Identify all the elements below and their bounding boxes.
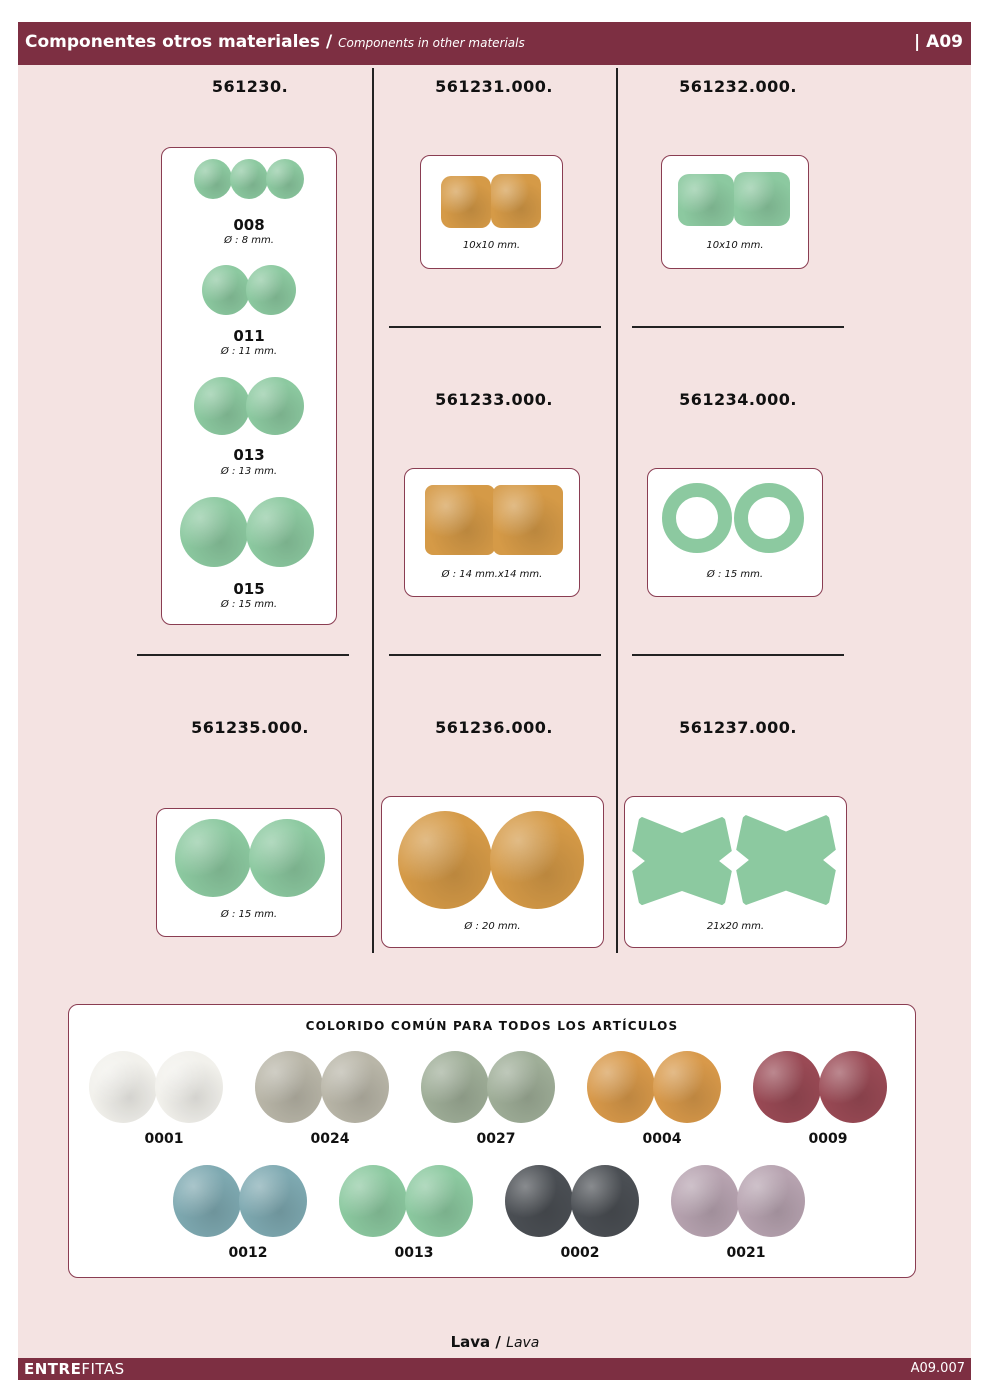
brand-logo — [24, 1360, 125, 1378]
row-divider — [137, 654, 349, 656]
swatch-bead — [89, 1051, 157, 1123]
palette-title: COLORIDO COMÚN PARA TODOS LOS ARTÍCULOS — [305, 1019, 679, 1033]
bead-image — [425, 485, 495, 555]
bead-image — [230, 159, 268, 199]
bead-image — [266, 159, 304, 199]
product-card-561232[interactable] — [661, 155, 809, 269]
swatch-bead — [671, 1165, 739, 1237]
variant-size: Ø : 11 mm. — [220, 346, 278, 357]
swatch-bead — [505, 1165, 573, 1237]
swatch-code: 0002 — [560, 1245, 600, 1261]
swatch-bead — [653, 1051, 721, 1123]
x-bead-image — [733, 809, 839, 911]
brand-bold: ENTRE — [24, 1360, 82, 1378]
size-caption: Ø : 15 mm. — [220, 909, 278, 920]
page-title — [25, 32, 525, 52]
size-caption: Ø : 20 mm. — [464, 921, 521, 932]
bead-image — [194, 159, 232, 199]
bead-image — [202, 265, 250, 315]
swatch-bead — [321, 1051, 389, 1123]
footer-separator: / — [495, 1333, 501, 1351]
bead-image — [441, 176, 491, 228]
variant-code: 011 — [233, 327, 265, 345]
swatch-bead — [753, 1051, 821, 1123]
size-caption: 21x20 mm. — [706, 921, 765, 932]
bead-image — [175, 819, 251, 897]
variant-code: 013 — [233, 446, 265, 464]
swatch-code: 0009 — [808, 1131, 848, 1147]
product-code: 561234.000. — [679, 390, 797, 409]
section-code: | A09 — [914, 32, 963, 52]
column-divider-1 — [372, 68, 374, 953]
product-code: 561236.000. — [435, 718, 553, 737]
bead-image — [398, 811, 492, 909]
size-caption: Ø : 14 mm.x14 mm. — [441, 569, 543, 580]
swatch-code: 0004 — [642, 1131, 682, 1147]
swatch-bead — [255, 1051, 323, 1123]
swatch-bead — [487, 1051, 555, 1123]
swatch-bead — [571, 1165, 639, 1237]
row-divider — [632, 654, 844, 656]
bead-image — [246, 265, 296, 315]
swatch-bead — [421, 1051, 489, 1123]
bead-image — [490, 811, 584, 909]
product-card-561233[interactable] — [404, 468, 580, 597]
swatch-code: 0012 — [228, 1245, 268, 1261]
footer-title — [0, 1333, 990, 1351]
size-caption: 10x10 mm. — [706, 240, 764, 251]
variant-size: Ø : 15 mm. — [220, 599, 278, 610]
footer-title-en: Lava — [506, 1335, 540, 1351]
product-code: 561231.000. — [435, 77, 553, 96]
product-code: 561233.000. — [435, 390, 553, 409]
bead-image — [194, 377, 250, 435]
product-code: 561232.000. — [679, 77, 797, 96]
size-caption: 10x10 mm. — [462, 240, 521, 251]
column-divider-2 — [616, 68, 618, 953]
bead-image — [734, 172, 790, 226]
page-code: A09.007 — [910, 1361, 965, 1376]
title-en: Components in other materials — [338, 36, 525, 50]
row-divider — [632, 326, 844, 328]
footer-bar — [18, 1358, 971, 1380]
swatch-bead — [155, 1051, 223, 1123]
row-divider — [389, 654, 601, 656]
swatch-bead — [737, 1165, 805, 1237]
variant-code: 008 — [233, 216, 265, 234]
title-es: Componentes otros materiales — [25, 32, 321, 52]
product-card-561231[interactable] — [420, 155, 563, 269]
ring-bead-image — [734, 483, 804, 553]
swatch-code: 0024 — [310, 1131, 350, 1147]
swatch-bead — [405, 1165, 473, 1237]
swatch-bead — [239, 1165, 307, 1237]
bead-image — [246, 497, 314, 567]
header-bar — [18, 22, 971, 65]
product-code: 561237.000. — [679, 718, 797, 737]
row-divider — [389, 326, 601, 328]
title-separator: / — [325, 32, 333, 52]
variant-size: Ø : 13 mm. — [220, 466, 278, 477]
product-card-561234[interactable] — [647, 468, 823, 597]
swatch-bead — [587, 1051, 655, 1123]
product-card-561230[interactable] — [161, 147, 337, 625]
color-palette-panel — [68, 1004, 916, 1278]
bead-image — [246, 377, 304, 435]
swatch-bead — [819, 1051, 887, 1123]
bead-image — [249, 819, 325, 897]
product-card-561237[interactable] — [624, 796, 847, 948]
swatch-code: 0001 — [144, 1131, 184, 1147]
variant-code: 015 — [233, 580, 265, 598]
product-card-561235[interactable] — [156, 808, 342, 937]
brand-light: FITAS — [81, 1360, 125, 1378]
swatch-code: 0027 — [476, 1131, 516, 1147]
swatch-bead — [173, 1165, 241, 1237]
variant-size: Ø : 8 mm. — [224, 235, 274, 246]
swatch-code: 0021 — [726, 1245, 766, 1261]
ring-bead-image — [662, 483, 732, 553]
size-caption: Ø : 15 mm. — [706, 569, 764, 580]
swatch-bead — [339, 1165, 407, 1237]
bead-image — [180, 497, 248, 567]
product-code: 561230. — [211, 77, 289, 96]
bead-image — [678, 174, 734, 226]
product-code: 561235.000. — [191, 718, 309, 737]
product-card-561236[interactable] — [381, 796, 604, 948]
x-bead-image — [629, 811, 735, 911]
footer-title-es: Lava — [450, 1333, 491, 1351]
bead-image — [493, 485, 563, 555]
bead-image — [491, 174, 541, 228]
swatch-code: 0013 — [394, 1245, 434, 1261]
